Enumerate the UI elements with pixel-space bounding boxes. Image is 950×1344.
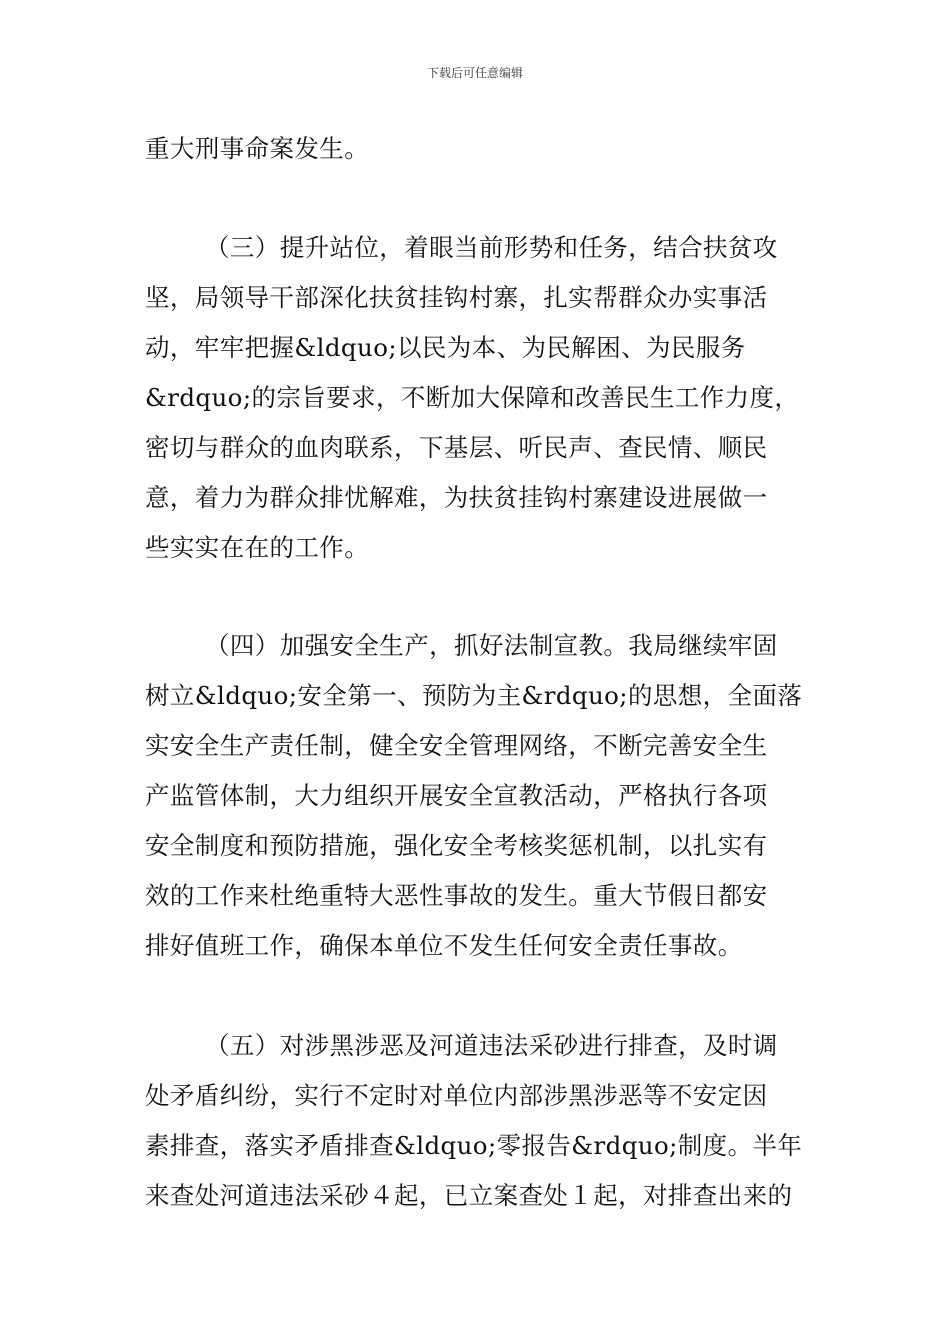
- text-line: 动，牢牢把握&ldquo;以民为本、为民解困、为民服务: [145, 333, 746, 362]
- text-line: 来查处河道违法采砂４起，已立案查处１起，对排查出来的: [145, 1181, 793, 1210]
- text-line: 密切与群众的血肉联系，下基层、听民声、查民情、顺民: [145, 433, 768, 462]
- text-line: 素排查，落实矛盾排查&ldquo;零报告&rdquo;制度。半年: [145, 1131, 803, 1160]
- text-line: 意，着力为群众排忧解难，为扶贫挂钩村寨建设进展做一: [145, 483, 768, 512]
- text-line: 效的工作来杜绝重特大恶性事故的发生。重大节假日都安: [145, 881, 768, 910]
- text-line: 坚，局领导干部深化扶贫挂钩村寨，扎实帮群众办实事活: [145, 283, 768, 312]
- text-line: 些实实在在的工作。: [145, 533, 370, 562]
- text-line: （三）提升站位，着眼当前形势和任务，结合扶贫攻: [205, 233, 778, 262]
- text-line: 安全制度和预防措施，强化安全考核奖惩机制，以扎实有: [145, 831, 768, 860]
- text-line: 处矛盾纠纷，实行不定时对单位内部涉黑涉恶等不安定因: [145, 1081, 768, 1110]
- text-line: 产监管体制，大力组织开展安全宣教活动，严格执行各项: [145, 781, 768, 810]
- page-header: 下载后可任意编辑: [426, 66, 523, 80]
- text-line: （四）加强安全生产，抓好法制宣教。我局继续牢固: [205, 631, 778, 660]
- text-line: 排好值班工作，确保本单位不发生任何安全责任事故。: [145, 931, 743, 960]
- text-line: （五）对涉黑涉恶及河道违法采砂进行排查，及时调: [205, 1031, 778, 1060]
- text-line: 重大刑事命案发生。: [145, 134, 370, 163]
- text-line: 树立&ldquo;安全第一、预防为主&rdquo;的思想，全面落: [145, 681, 803, 710]
- text-line: 实安全生产责任制，健全安全管理网络，不断完善安全生: [145, 731, 768, 760]
- text-line: &rdquo;的宗旨要求，不断加大保障和改善民生工作力度，: [145, 383, 800, 412]
